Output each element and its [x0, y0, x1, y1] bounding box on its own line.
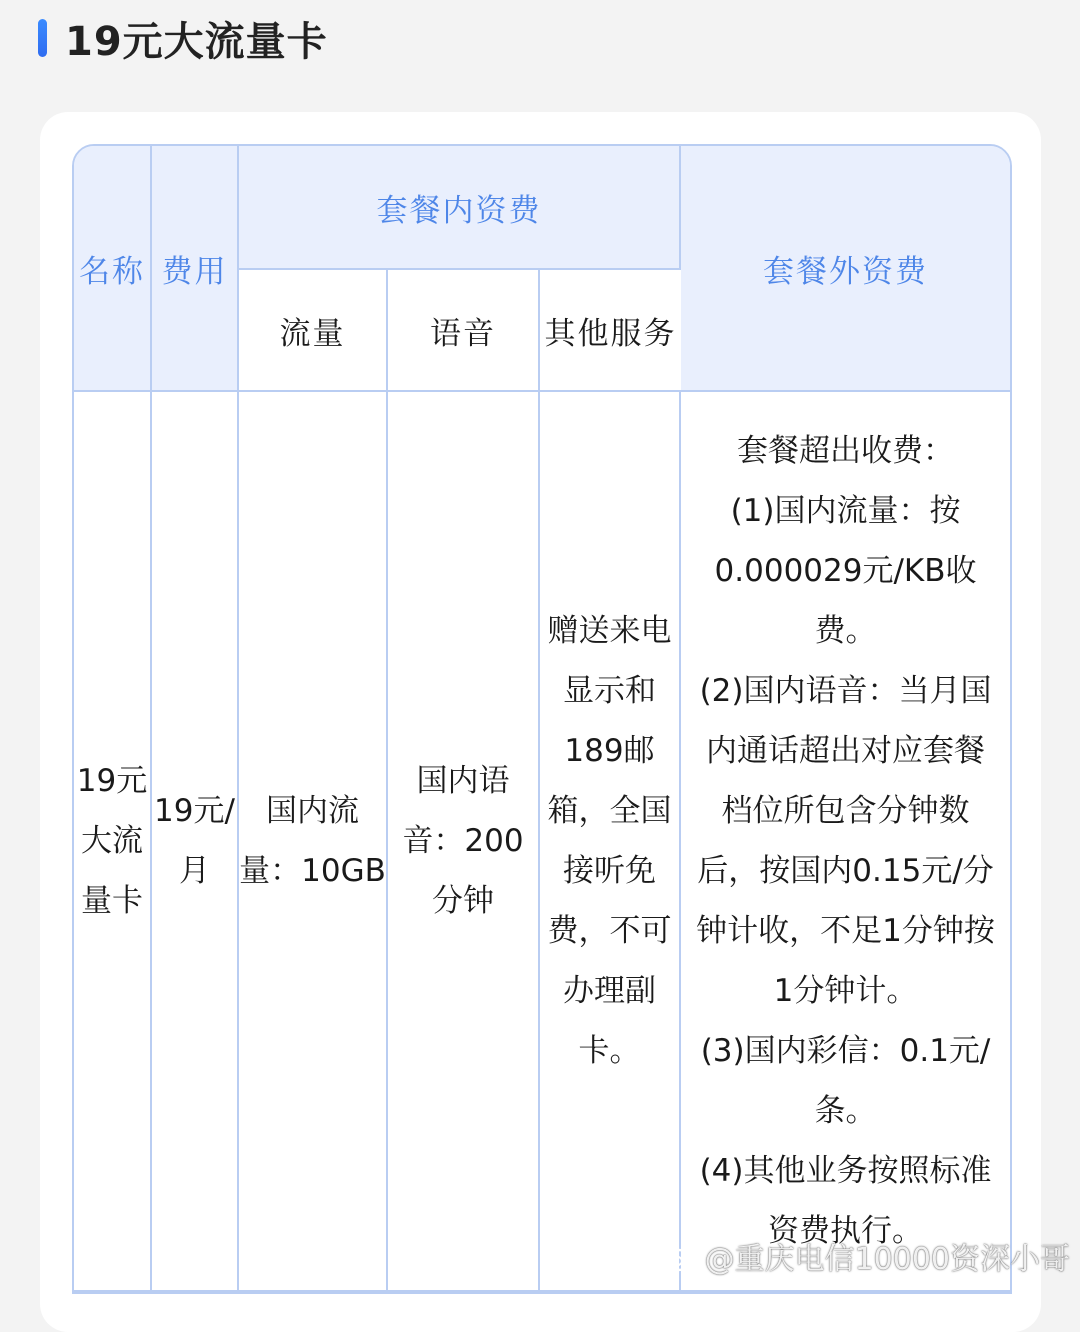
section-header	[38, 10, 328, 66]
watermark	[661, 1234, 1070, 1278]
cell-data	[239, 392, 388, 1292]
cell-extra-line: 0.000029元/KB收	[714, 553, 977, 589]
cell-other-line: 接听免	[563, 853, 657, 889]
cell-extra-line: 条。	[814, 1093, 877, 1129]
cell-extra	[681, 392, 1010, 1292]
cell-voice-line: 分钟	[432, 883, 494, 919]
cell-other-line: 显示和	[563, 673, 657, 709]
cell-voice	[388, 392, 540, 1292]
cell-name-line: 19元	[76, 763, 148, 799]
header-included: 套餐内资费	[239, 146, 681, 270]
cell-other-line: 费，不可	[547, 913, 672, 949]
cell-fee-line: 月	[179, 853, 210, 889]
cell-extra-line: 后，按国内0.15元/分	[697, 853, 994, 889]
cell-extra-line: 费。	[814, 613, 877, 649]
cell-extra-line: (1)国内流量：按	[730, 493, 961, 529]
header-other: 其他服务	[540, 270, 681, 392]
cell-extra-line: 内通话超出对应套餐	[706, 733, 986, 769]
title-accent-bar	[38, 19, 47, 57]
cell-extra-line: (3)国内彩信：0.1元/	[700, 1033, 991, 1069]
header-extra: 套餐外资费	[681, 146, 1010, 392]
cell-name-line: 大流	[81, 823, 143, 859]
cell-fee-line: 19元/	[154, 793, 235, 829]
cell-extra-line: (4)其他业务按照标准	[699, 1153, 992, 1189]
cell-voice-line: 国内语	[416, 763, 510, 799]
watermark-text: @重庆电信10000资深小哥	[704, 1242, 1070, 1277]
cell-extra-line: (2)国内语音：当月国	[699, 673, 992, 709]
cell-fee	[152, 392, 239, 1292]
cell-other-line: 箱，全国	[547, 793, 672, 829]
plan-table	[72, 144, 1012, 1294]
header-fee: 费用	[152, 146, 239, 392]
cell-data-line: 量：10GB	[239, 853, 386, 889]
weibo-icon	[661, 1239, 701, 1273]
cell-extra-line: 钟计收，不足1分钟按	[696, 913, 995, 949]
cell-other-line: 卡。	[578, 1033, 641, 1069]
cell-data-line: 国内流	[266, 793, 359, 829]
header-name: 名称	[74, 146, 152, 392]
page-title: 19元大流量卡	[65, 18, 328, 65]
cell-other-line: 办理副	[563, 973, 657, 1009]
cell-voice-line: 音：200	[402, 823, 524, 859]
cell-name-line: 量卡	[81, 883, 143, 919]
table-row	[74, 392, 1010, 1292]
cell-extra-line: 资费执行。	[768, 1213, 924, 1249]
cell-extra-line: 套餐超出收费：	[737, 433, 955, 469]
cell-extra-line: 档位所包含分钟数	[721, 793, 970, 829]
header-data: 流量	[239, 270, 388, 392]
cell-name	[74, 392, 152, 1292]
cell-other-line: 189邮	[564, 733, 655, 769]
cell-extra-line: 1分钟计。	[773, 973, 918, 1009]
header-voice: 语音	[388, 270, 540, 392]
cell-other	[540, 392, 681, 1292]
cell-other-line: 赠送来电	[547, 613, 672, 649]
